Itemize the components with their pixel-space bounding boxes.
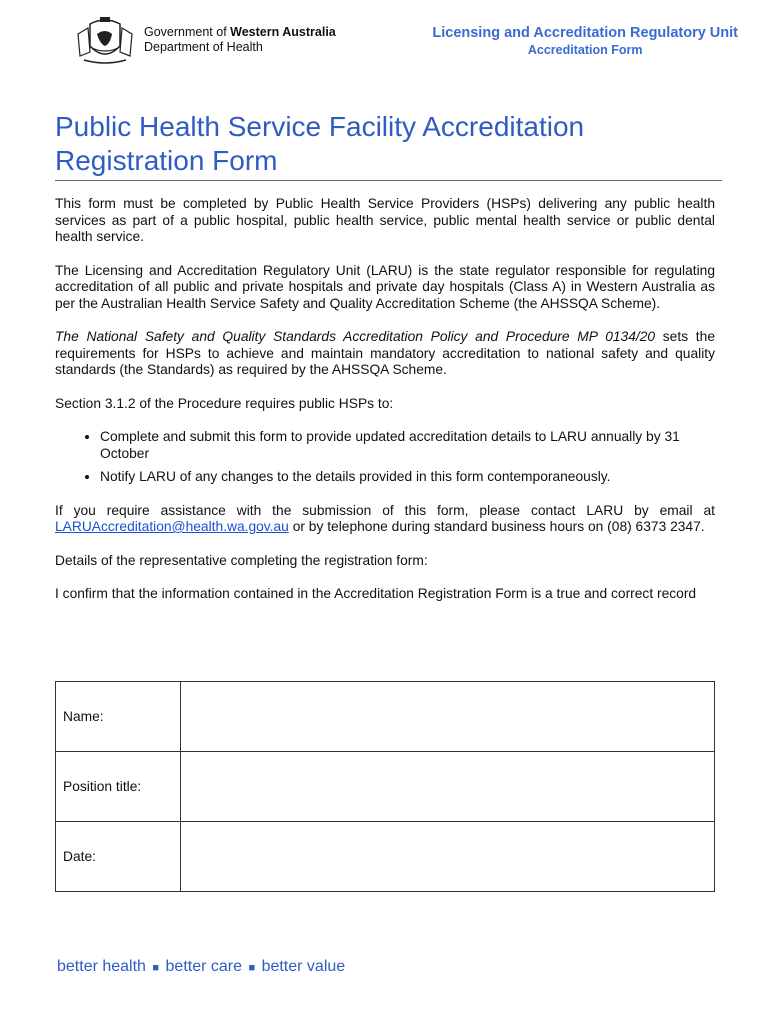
separator-icon: ■ bbox=[152, 962, 160, 974]
list-item: • Notify LARU of any changes to the details provided in this form contemporaneously. bbox=[100, 469, 715, 486]
section-paragraph: Section 3.1.2 of the Procedure requires public HSPs to: bbox=[55, 395, 394, 411]
date-label: Date: bbox=[56, 822, 181, 892]
requirements-list bbox=[55, 429, 715, 486]
date-field[interactable] bbox=[181, 822, 715, 892]
table-row bbox=[56, 822, 715, 892]
wa-crest-logo bbox=[70, 16, 140, 66]
contact-paragraph bbox=[55, 503, 715, 536]
name-label: Name: bbox=[56, 682, 181, 752]
email-link[interactable]: LARUAccreditation@health.wa.gov.au bbox=[55, 519, 289, 534]
gov-state: Western Australia bbox=[230, 25, 336, 39]
contact-text-start: If you require assistance with the submission of this form, please contact LARU by email at bbox=[55, 502, 715, 518]
tagline-care: better care bbox=[165, 958, 242, 975]
position-title-field[interactable] bbox=[181, 752, 715, 822]
list-item: • Complete and submit this form to provide updated accreditation details to LARU annually by 31 October bbox=[100, 429, 715, 462]
separator-icon: ■ bbox=[248, 962, 256, 974]
department-name: Department of Health bbox=[144, 40, 263, 54]
tagline-health: better health bbox=[57, 958, 146, 975]
intro-paragraph: This form must be completed by Public Health Service Providers (HSPs) delivering any public health services as part of a public hospital, public health service, public mental health service or public dental health service. bbox=[55, 196, 715, 244]
government-header bbox=[144, 25, 336, 55]
table-row bbox=[56, 752, 715, 822]
position-title-label: Position title: bbox=[56, 752, 181, 822]
representative-paragraph: Details of the representative completing the registration form: bbox=[55, 552, 428, 568]
page-title: Public Health Service Facility Accreditation Registration Form bbox=[55, 110, 722, 181]
unit-header bbox=[432, 24, 738, 58]
form-body bbox=[55, 196, 715, 620]
name-field[interactable] bbox=[181, 682, 715, 752]
laru-paragraph: The Licensing and Accreditation Regulatory Unit (LARU) is the state regulator responsible for regulating accreditation of all public and private hospitals and private day hospitals (Class A) in Western Australia as per the Australian Health Service Safety and Quality Accreditation Scheme (the AHSSQA Scheme). bbox=[55, 262, 715, 311]
footer-tagline bbox=[57, 958, 345, 976]
tagline-value: better value bbox=[261, 958, 346, 975]
gov-prefix: Government of bbox=[144, 25, 231, 39]
confirmation-paragraph: I confirm that the information contained in the Accreditation Registration Form is a true and correct record bbox=[55, 586, 697, 601]
table-row bbox=[56, 682, 715, 752]
representative-details-table bbox=[55, 681, 715, 892]
policy-title: The National Safety and Quality Standards Accreditation Policy and Procedure MP 0134/20 bbox=[55, 329, 656, 344]
policy-paragraph bbox=[55, 329, 715, 379]
unit-name: Licensing and Accreditation Regulatory Unit bbox=[432, 25, 738, 41]
policy-text: sets the requirements for HSPs to achieve and maintain mandatory accreditation to national safety and quality standards (the Standards) as required by the AHSSQA Scheme. bbox=[55, 329, 715, 377]
form-type: Accreditation Form bbox=[527, 43, 643, 57]
contact-text-end: or by telephone during standard business hours on (08) 6373 2347. bbox=[288, 519, 705, 534]
